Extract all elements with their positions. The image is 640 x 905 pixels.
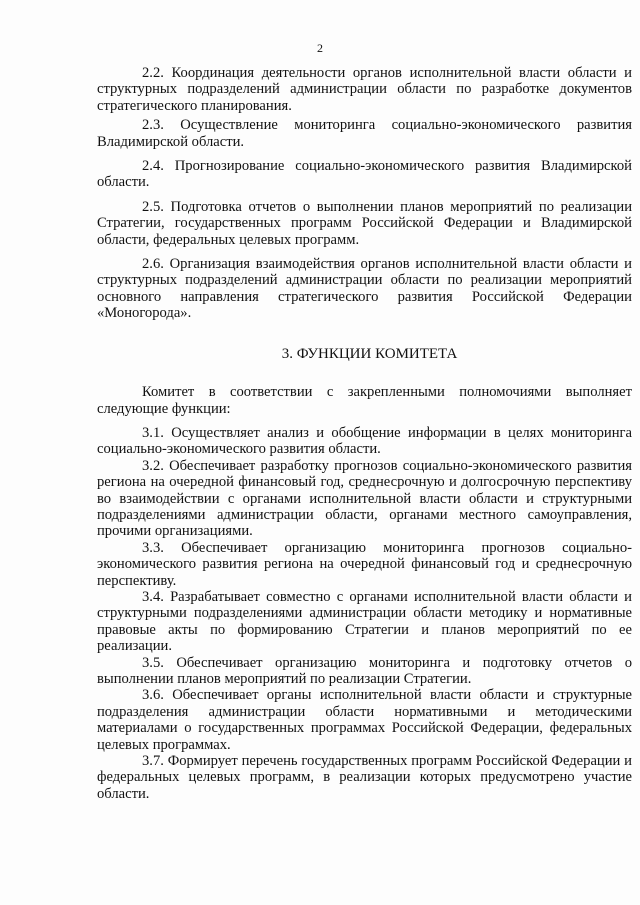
item-3-1: 3.1. Осуществляет анализ и обобщение информации в целях мониторинга социально-экономического развития области. [97,424,632,458]
item-2-4: 2.4. Прогнозирование социально-экономического развития Владимирской области. [97,158,632,191]
item-3-3: 3.3. Обеспечивает организацию мониторинга прогнозов социально-экономического развития региона на очередной финансовый год и среднесрочную перспективу. [97,539,632,589]
item-3-4: 3.4. Разрабатывает совместно с органами исполнительной власти области и структурными подразделениями администрации области методику и нормативные правовые акты по формированию Стратегии и планов мероприятий по ее реализации. [97,588,632,655]
item-3-7: 3.7. Формирует перечень государственных программ Российской Федерации и федеральных целевых программ, в реализации которых предусмотрено участие области. [97,753,632,802]
item-2-6: 2.6. Организация взаимодействия органов исполнительной власти области и структурных подразделений администрации области по реализации мероприятий основного направления стратегического развития Российской Федерации «Моногорода». [97,256,632,322]
document-body [97,65,632,802]
section-intro: Комитет в соответствии с закрепленными полномочиями выполняет следующие функции: [97,384,632,417]
section-heading: 3. ФУНКЦИИ КОМИТЕТА [281,345,458,362]
item-2-3: 2.3. Осуществление мониторинга социально-экономического развития Владимирской области. [97,117,632,150]
item-3-6: 3.6. Обеспечивает органы исполнительной власти области и структурные подразделения администрации области нормативными и методическими материалами о государственных программах Российской Федерации, федеральных целевых программах. [97,687,632,753]
item-2-5: 2.5. Подготовка отчетов о выполнении планов мероприятий по реализации Стратегии, государственных программ Российской Федерации и Владимирской области, федеральных целевых программ. [97,198,632,248]
item-3-5: 3.5. Обеспечивает организацию мониторинга и подготовку отчетов о выполнении планов мероприятий по реализации Стратегии. [97,654,632,687]
item-2-2: 2.2. Координация деятельности органов исполнительной власти области и структурных подразделений администрации области по разработке документов стратегического планирования. [97,65,632,114]
item-3-2: 3.2. Обеспечивает разработку прогнозов социально-экономического развития региона на очередной финансовый год, среднесрочную и долгосрочную перспективу во взаимодействии с органами исполнительной власти области и структурными подразделениями администрации области, органами местного самоуправления, прочими организациями. [97,457,632,540]
page-number: 2 [317,41,323,55]
